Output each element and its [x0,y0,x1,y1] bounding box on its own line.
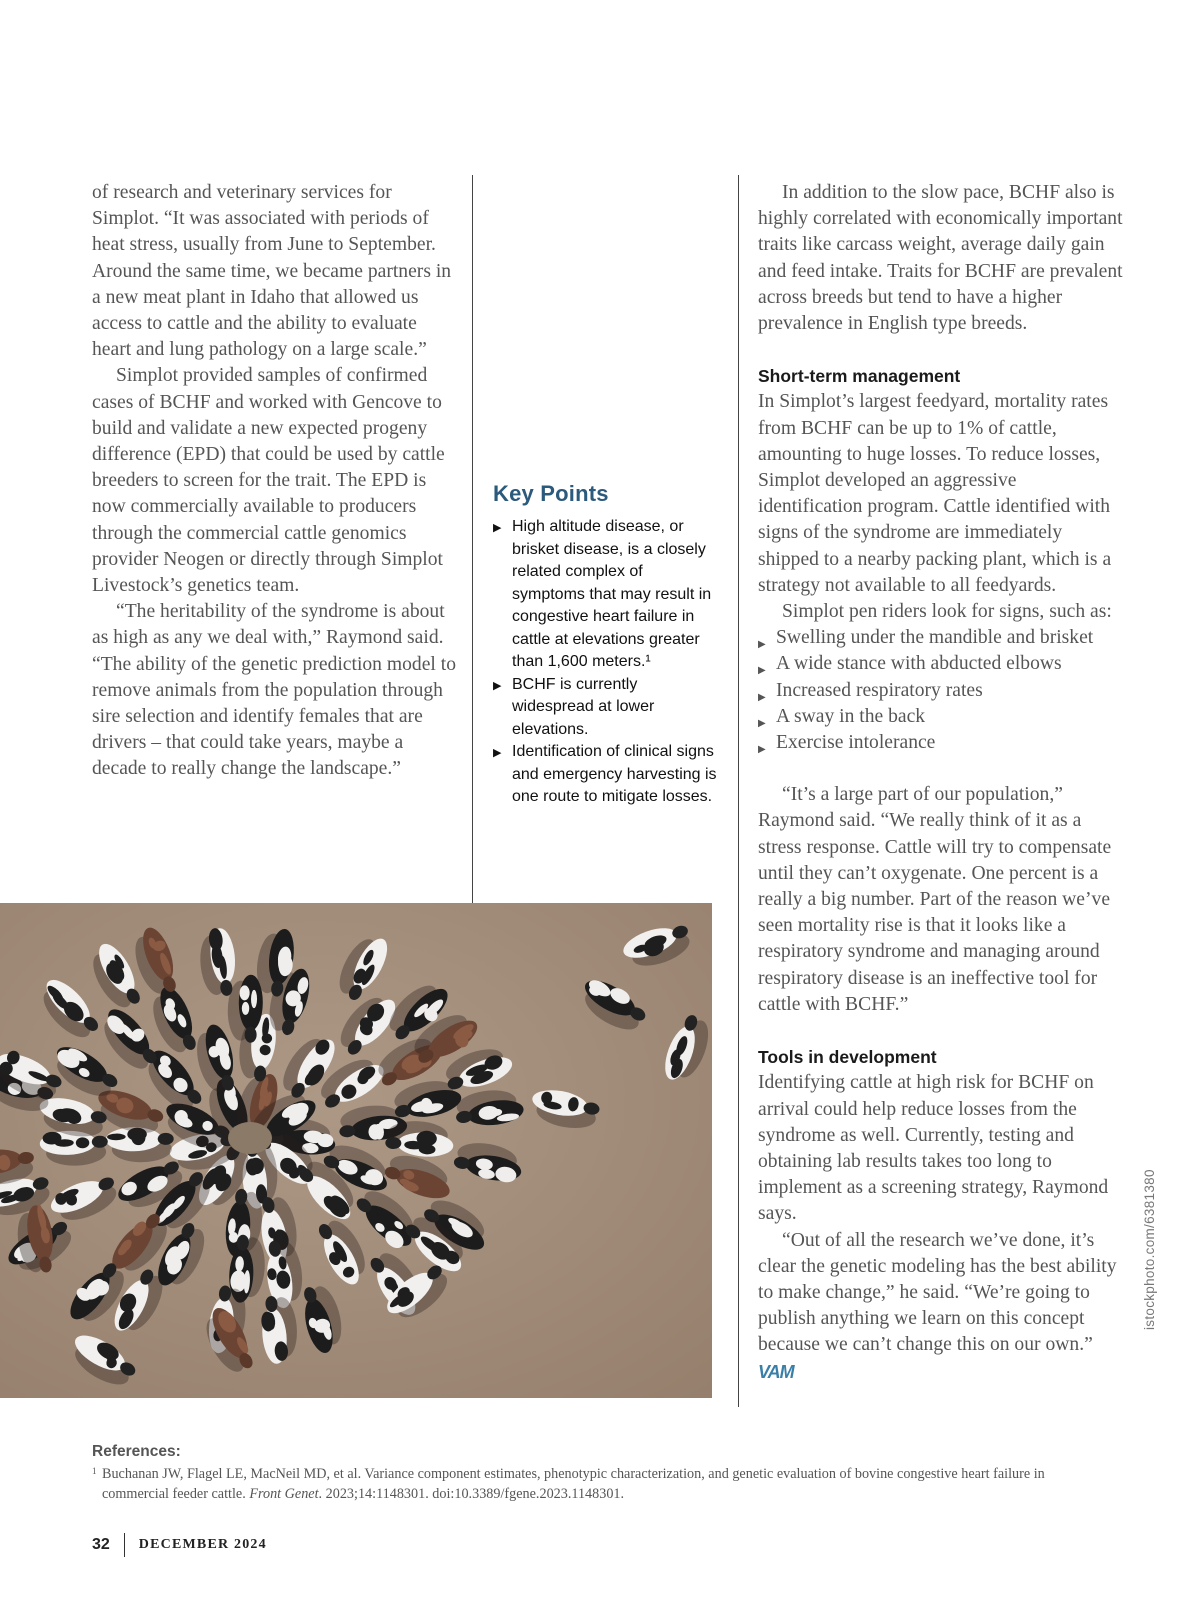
column-rule-right [738,175,739,1407]
reference-text-after: . 2023;14:1148301. doi:10.3389/fgene.2023.1148301. [318,1485,625,1502]
key-points-title: Key Points [493,481,609,506]
left-paragraph-3: “The heritability of the syndrome is about as high as any we deal with,” Raymond said. “The ability of the genetic prediction model to remove animals from the population through sire selection and identify females that are drivers – that could take years, maybe a decade to really change the landscape.” [92,601,456,780]
page-number: 32 [92,1536,110,1553]
sign-item: ▶ Swelling under the mandible and brisket [758,625,1124,651]
reference-journal: Front Genet [249,1485,319,1502]
short-term-paragraph-2: Simplot pen riders look for signs, such as: [782,601,1112,623]
references-title: References: [92,1443,181,1460]
sign-item: ▶ Exercise intolerance [758,730,1124,756]
key-point-item: ▶ High altitude disease, or brisket disease, is a closely related complex of symptoms that may result in congestive heart failure in cattle at elevations greater than 1,600 meters.¹ [493,516,718,674]
section-heading-tools: Tools in development [758,1047,937,1068]
sign-item: ▶ Increased respiratory rates [758,678,1124,704]
key-points-box [493,481,718,809]
tools-paragraph-2 [758,1228,1124,1386]
key-points-list [493,516,718,809]
feeder [228,1122,272,1154]
signs-list [758,625,1124,756]
reference-entry [92,1465,1092,1504]
section-heading-short-term: Short-term management [758,366,961,387]
reference-text-before: Buchanan JW, Flagel LE, MacNeil MD, et al. Variance component estimates, phenotypic characterization, and genetic evaluation of bovine congestive heart failure in commercial feeder cattle. [102,1466,1045,1502]
left-column [92,180,457,783]
cattle-aerial-photo [0,903,712,1398]
references-section [92,1443,1092,1504]
page-footer [92,1532,267,1558]
tools-paragraph-2-text: “Out of all the research we’ve done, it’s clear the genetic modeling has the best ability to make change,” he said. “We’re going to publish anything we learn on this concept because we can’t change this on our own.” [758,1229,1117,1356]
tools-paragraph-1: Identifying cattle at high risk for BCHF on arrival could help reduce losses from the syndrome as well. Currently, testing and obtaining lab results takes too long to implement as a screening strategy, Raymond says. [758,1072,1109,1225]
cattle-photo-illustration [0,903,712,1398]
key-point-item: ▶ BCHF is currently widespread at lower elevations. [493,674,718,742]
column-rule-left [472,175,473,903]
right-intro-paragraph: In addition to the slow pace, BCHF also is highly correlated with economically important traits like carcass weight, average daily gain and feed intake. Traits for BCHF are prevalent across breeds but tend to have a higher prevalence in English type breeds. [758,182,1123,335]
left-paragraph-1: of research and veterinary services for Simplot. “It was associated with periods of heat stress, usually from June to September. Around the same time, we became partners in a new meat plant in Idaho that allowed us access to cattle and the ability to evaluate heart and lung pathology on a large scale.” [92,182,452,361]
short-term-paragraph-1: In Simplot’s largest feedyard, mortality rates from BCHF can be up to 1% of cattle, amounting to huge losses. To reduce losses, Simplot developed an aggressive identification program. Cattle identified with signs of the syndrome are immediately shipped to a nearby packing plant, which is a strategy not available to all feedyards. [758,391,1112,596]
footer-divider [124,1533,125,1557]
photo-credit: istockphoto.com/6381380 [1142,1169,1157,1330]
left-paragraph-2: Simplot provided samples of confirmed cases of BCHF and worked with Gencove to build and validate a new expected progeny difference (EPD) that could be used by cattle breeders to screen for the trait. The EPD is now commercially available to producers through the commercial cattle genomics provider Neogen or directly through Simplot Livestock’s genetics team. [92,365,445,597]
sign-item: ▶ A sway in the back [758,704,1124,730]
issue-date: DECEMBER 2024 [138,1537,267,1552]
vam-end-mark: VAM [758,1361,794,1382]
sign-item: ▶ A wide stance with abducted elbows [758,651,1124,677]
key-point-item: ▶ Identification of clinical signs and emergency harvesting is one route to mitigate losses. [493,741,718,809]
reference-number: 1 [92,1466,97,1476]
quote-paragraph: “It’s a large part of our population,” Raymond said. “We really think of it as a stress response. Cattle will try to compensate until they can’t oxygenate. One percent is a really a big number. Part of the reason we’ve seen mortality rise is that it looks like a respiratory syndrome and managing around respiratory disease is an ineffective tool for cattle with BCHF.” [758,784,1112,1015]
right-column [758,180,1124,1386]
